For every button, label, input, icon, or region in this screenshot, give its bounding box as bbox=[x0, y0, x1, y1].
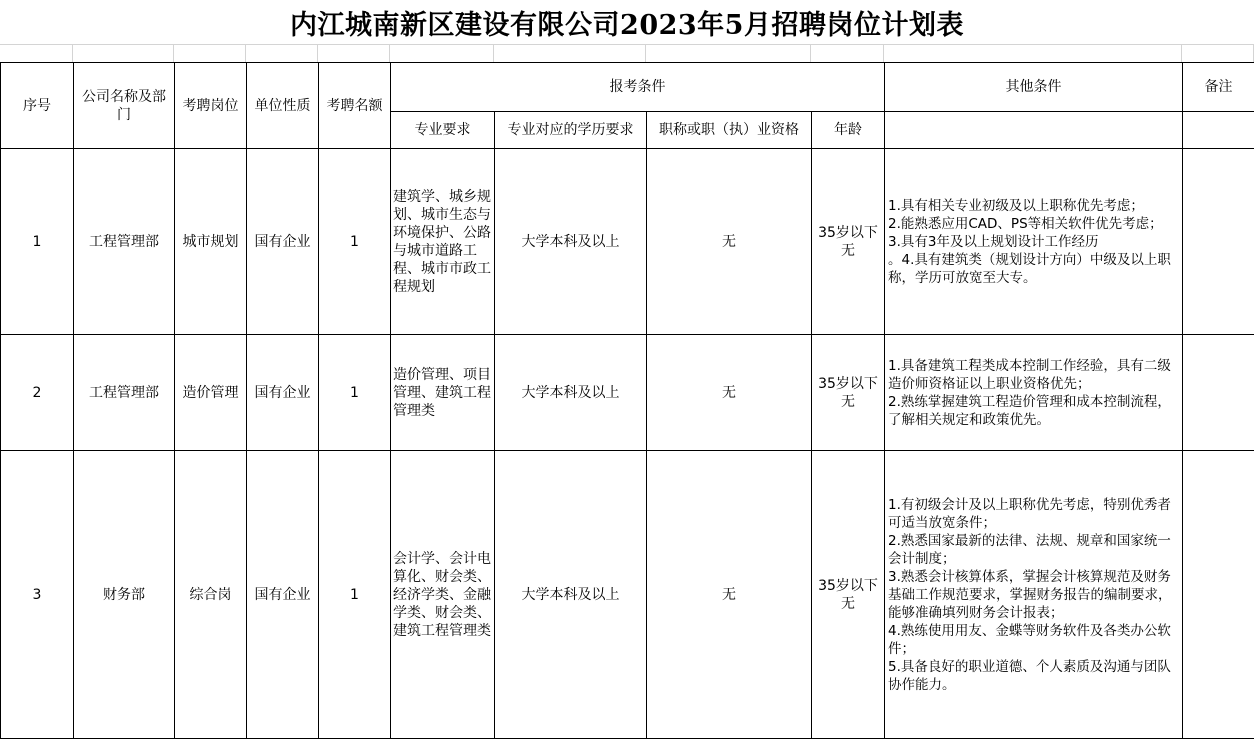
cell-quota: 1 bbox=[319, 149, 391, 335]
page-title: 内江城南新区建设有限公司2023年5月招聘岗位计划表 bbox=[290, 9, 964, 41]
recruitment-table bbox=[0, 62, 1254, 739]
cell-major: 建筑学、城乡规划、城市生态与环境保护、公路与城市道路工程、城市市政工程规划 bbox=[391, 149, 495, 335]
grid-line bbox=[173, 44, 174, 62]
empty-cell bbox=[1183, 112, 1254, 149]
cell-title-qual: 无 bbox=[647, 451, 812, 739]
header-unit-nature: 单位性质 bbox=[247, 63, 319, 149]
cell-position: 综合岗 bbox=[175, 451, 247, 739]
grid-line bbox=[317, 44, 318, 62]
table-row bbox=[1, 149, 1254, 335]
cell-age: 35岁以下 无 bbox=[812, 149, 885, 335]
grid-line bbox=[883, 44, 884, 62]
cell-position: 造价管理 bbox=[175, 335, 247, 451]
cell-other: 1.有初级会计及以上职称优先考虑，特别优秀者可适当放宽条件； 2.熟悉国家最新的法律、法规、规章和国家统一会计制度； 3.熟悉会计核算体系，掌握会计核算规范及财务基础工作规范要求，掌握财务报告的编制要求，能够准确填列财务会计报表； 4.熟练使用用友、金蝶等财务软件及各类办公软件； 5.具备良好的职业道德、个人素质及沟通与团队协作能力。 bbox=[885, 451, 1183, 739]
cell-education: 大学本科及以上 bbox=[495, 335, 647, 451]
header-major: 专业要求 bbox=[391, 112, 495, 149]
header-company: 公司名称及部门 bbox=[74, 63, 175, 149]
cell-unit-nature: 国有企业 bbox=[247, 149, 319, 335]
cell-company: 财务部 bbox=[74, 451, 175, 739]
grid-line bbox=[810, 44, 811, 62]
cell-quota: 1 bbox=[319, 335, 391, 451]
cell-other: 1.具有相关专业初级及以上职称优先考虑； 2.能熟悉应用CAD、PS等相关软件优先考虑； 3.具有3年及以上规划设计工作经历 。4.具有建筑类（规划设计方向）中级及以上职称，学历可放宽至大专。 bbox=[885, 149, 1183, 335]
cell-major: 造价管理、项目管理、建筑工程管理类 bbox=[391, 335, 495, 451]
cell-company: 工程管理部 bbox=[74, 149, 175, 335]
grid-line bbox=[389, 44, 390, 62]
cell-seq: 2 bbox=[1, 335, 74, 451]
cell-education: 大学本科及以上 bbox=[495, 451, 647, 739]
grid-line bbox=[245, 44, 246, 62]
header-title-qual: 职称或职（执）业资格 bbox=[647, 112, 812, 149]
grid-line bbox=[1181, 44, 1182, 62]
header-age: 年龄 bbox=[812, 112, 885, 149]
header-seq: 序号 bbox=[1, 63, 74, 149]
cell-other: 1.具备建筑工程类成本控制工作经验，具有二级造价师资格证以上职业资格优先； 2.熟练掌握建筑工程造价管理和成本控制流程，了解相关规定和政策优先。 bbox=[885, 335, 1183, 451]
cell-age: 35岁以下 无 bbox=[812, 451, 885, 739]
grid-line bbox=[72, 44, 73, 62]
cell-major: 会计学、会计电算化、财会类、经济学类、金融学类、财会类、建筑工程管理类 bbox=[391, 451, 495, 739]
empty-grid-band bbox=[0, 44, 1254, 62]
cell-education: 大学本科及以上 bbox=[495, 149, 647, 335]
grid-line bbox=[493, 44, 494, 62]
header-conditions: 报考条件 bbox=[391, 63, 885, 112]
cell-seq: 1 bbox=[1, 149, 74, 335]
cell-remarks bbox=[1183, 149, 1254, 335]
header-position: 考聘岗位 bbox=[175, 63, 247, 149]
cell-quota: 1 bbox=[319, 451, 391, 739]
cell-title-qual: 无 bbox=[647, 149, 812, 335]
header-row bbox=[1, 63, 1254, 112]
cell-remarks bbox=[1183, 451, 1254, 739]
header-remarks: 备注 bbox=[1183, 63, 1254, 112]
cell-seq: 3 bbox=[1, 451, 74, 739]
table-row bbox=[1, 451, 1254, 739]
empty-cell bbox=[885, 112, 1183, 149]
header-other: 其他条件 bbox=[885, 63, 1183, 112]
cell-position: 城市规划 bbox=[175, 149, 247, 335]
cell-title-qual: 无 bbox=[647, 335, 812, 451]
table-row bbox=[1, 335, 1254, 451]
cell-remarks bbox=[1183, 335, 1254, 451]
cell-age: 35岁以下 无 bbox=[812, 335, 885, 451]
grid-line bbox=[0, 44, 1254, 45]
cell-unit-nature: 国有企业 bbox=[247, 335, 319, 451]
header-quota: 考聘名额 bbox=[319, 63, 391, 149]
grid-line bbox=[645, 44, 646, 62]
cell-company: 工程管理部 bbox=[74, 335, 175, 451]
cell-unit-nature: 国有企业 bbox=[247, 451, 319, 739]
header-education: 专业对应的学历要求 bbox=[495, 112, 647, 149]
